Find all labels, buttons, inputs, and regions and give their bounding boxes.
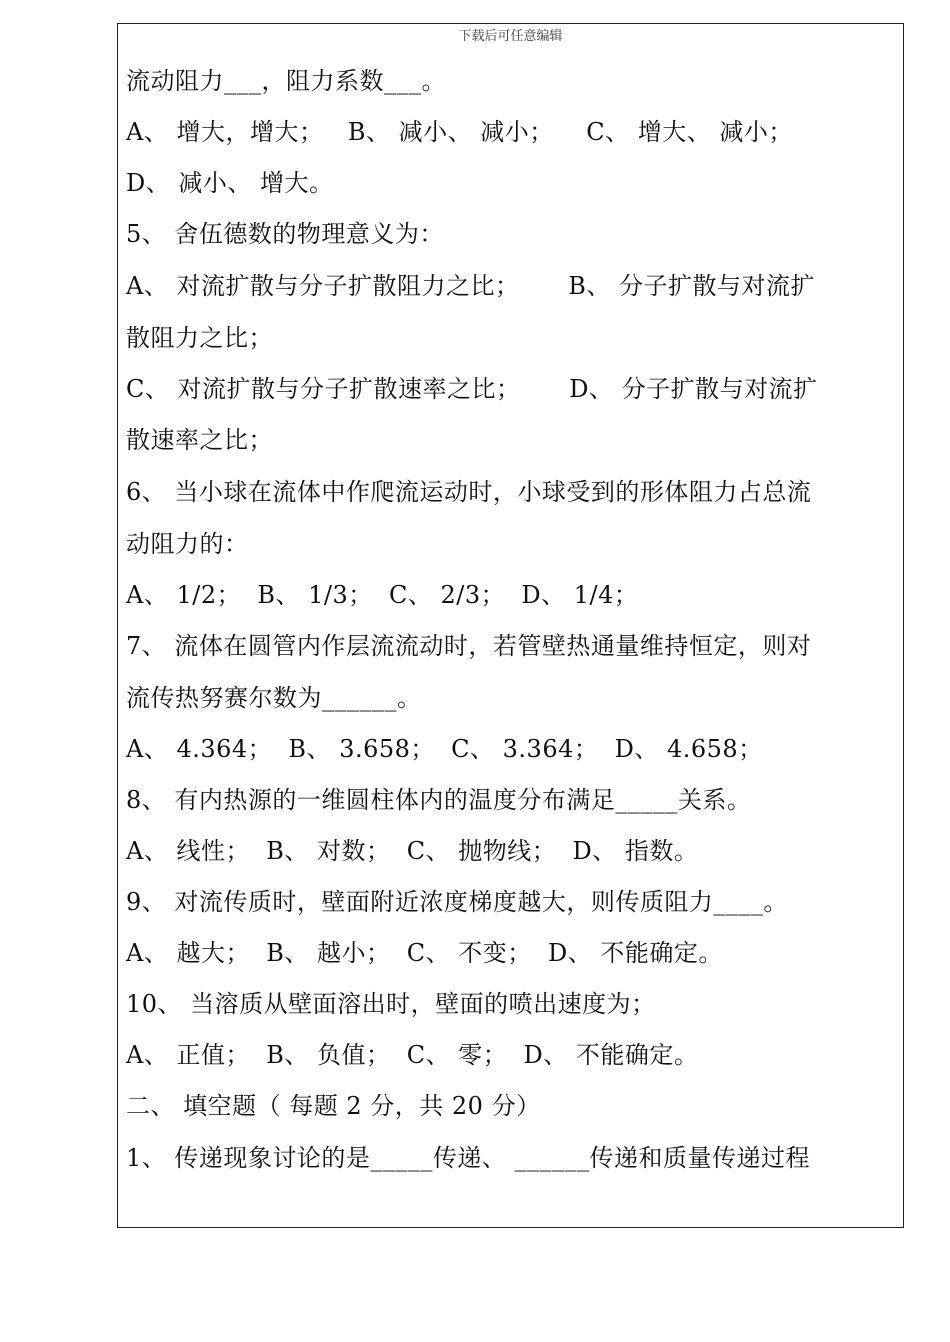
text-line: 5、 舍伍德数的物理意义为： [126,220,444,248]
text-line: A、 正值； B、 负值； C、 零； D、 不能确定。 [126,1041,699,1069]
text-line: 1、 传递现象讨论的是_____传递、 ______传递和质量传递过程 [126,1144,811,1172]
text-line: 散速率之比； [126,426,273,454]
text-line: D、 减小、 增大。 [126,169,334,197]
text-line: A、 对流扩散与分子扩散阻力之比； B、 分子扩散与对流扩 [126,272,815,300]
section-heading: 二、 填空题（ 每题 2 分，共 20 分） [126,1092,541,1120]
text-line: 流传热努赛尔数为______。 [126,684,422,712]
text-line: 8、 有内热源的一维圆柱体内的温度分布满足_____关系。 [126,786,752,814]
text-line: A、 1/2； B、 1/3； C、 2/3； D、 1/4； [126,581,639,609]
page-frame [117,23,904,1228]
text-line: A、 4.364； B、 3.658； C、 3.364； D、 4.658； [126,735,763,763]
text-line: C、 对流扩散与分子扩散速率之比； D、 分子扩散与对流扩 [126,375,818,403]
page-header: 下载后可任意编辑 [458,29,563,44]
text-line: 10、 当溶质从壁面溶出时，壁面的喷出速度为； [126,990,656,1018]
text-line: 流动阻力___，阻力系数___。 [126,67,446,95]
text-line: A、 增大，增大； B、 减小、 减小； C、 增大、 减小； [126,118,793,146]
text-line: 动阻力的： [126,530,249,558]
text-line: 9、 对流传质时，壁面附近浓度梯度越大，则传质阻力____。 [126,888,788,916]
text-line: 6、 当小球在流体中作爬流运动时，小球受到的形体阻力占总流 [126,478,812,506]
text-line: A、 越大； B、 越小； C、 不变； D、 不能确定。 [126,939,723,967]
text-line: 7、 流体在圆管内作层流流动时，若管壁热通量维持恒定，则对 [126,632,812,660]
text-line: 散阻力之比； [126,324,273,352]
text-line: A、 线性； B、 对数； C、 抛物线； D、 指数。 [126,837,699,865]
